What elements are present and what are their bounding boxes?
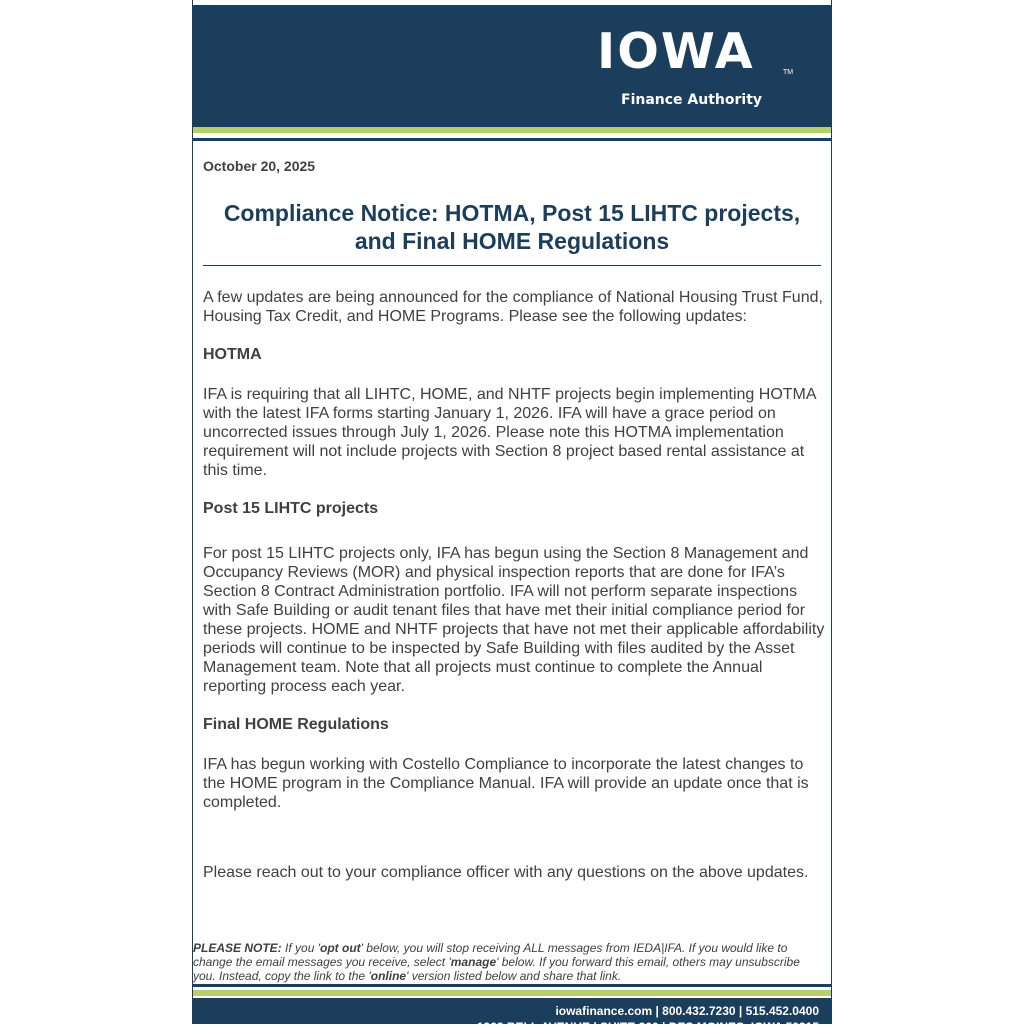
unsubscribe-note (193, 941, 823, 983)
iowa-logo: IOWA (597, 23, 755, 80)
section-heading-post15: Post 15 LIHTC projects (203, 500, 379, 517)
section-heading-hotma: HOTMA (203, 346, 262, 363)
section-body-hotma: IFA is requiring that all LIHTC, HOME, and NHTF projects begin implementing HOTMA with the latest IFA forms starting January 1, 2026. IFA will have a grace period on uncorrected issues through July 1, 2026. Please note this HOTMA implementation requirement will not include projects with Section 8 project based rental assistance at this time. (203, 386, 816, 479)
footer-bar (193, 998, 831, 1034)
header-stripe-green (193, 127, 831, 133)
note-manage: manage (450, 955, 497, 969)
email-container (192, 0, 832, 1034)
footer-stripe-green (193, 990, 831, 996)
logo-subtitle: Finance Authority (621, 92, 763, 108)
note-text-4: ' version listed below and share that link. (406, 969, 622, 983)
closing-paragraph: Please reach out to your compliance officer with any questions on the above updates. (203, 864, 809, 881)
logo-trademark: TM (783, 69, 794, 76)
note-online: online (370, 969, 407, 983)
note-text-3: ' below. If you forward this email, others may unsubscribe you. Instead, copy the link to the ' (193, 955, 800, 983)
footer-stripe-navy (193, 984, 831, 987)
note-text-2: ' below, you will stop receiving ALL messages from IEDA|IFA. If you would like to change the email messages you receive, select ' (193, 941, 788, 969)
intro-paragraph: A few updates are being announced for the compliance of National Housing Trust Fund, Housing Tax Credit, and HOME Programs. Please see the following updates: (203, 289, 823, 325)
notice-title: Compliance Notice: HOTMA, Post 15 LIHTC projects, and Final HOME Regulations (223, 200, 801, 254)
header-stripe-navy (193, 138, 831, 141)
note-opt-out: opt out (320, 941, 361, 955)
title-divider (203, 265, 821, 266)
section-body-post15: For post 15 LIHTC projects only, IFA has begun using the Section 8 Management and Occupancy Reviews (MOR) and physical inspection reports that are done for IFA’s Section 8 Contract Administration portfolio. IFA will not perform separate inspections with Safe Building or audit tenant files that have met their initial compliance period for these projects. HOME and NHTF projects that have not met their applicable affordability periods will continue to be inspected by Safe Building with files audited by the Asset Management team. Note that all projects must continue to complete the Annual reporting process each year. (203, 545, 825, 695)
notice-date: October 20, 2025 (203, 158, 316, 174)
header-banner (193, 5, 831, 127)
section-body-home: IFA has begun working with Costello Compliance to incorporate the latest changes to the HOME program in the Compliance Manual. IFA will provide an update once that is completed. (203, 756, 809, 811)
note-label: PLEASE NOTE: (193, 941, 282, 955)
footer-address: 1963 BELL AVENUE | SUITE 200 | DES MOINES, IOWA 50315 (476, 1020, 819, 1034)
footer-contact: iowafinance.com | 800.432.7230 | 515.452.0400 (555, 1004, 819, 1018)
section-heading-home: Final HOME Regulations (203, 716, 389, 733)
note-text-1: If you ' (281, 941, 320, 955)
